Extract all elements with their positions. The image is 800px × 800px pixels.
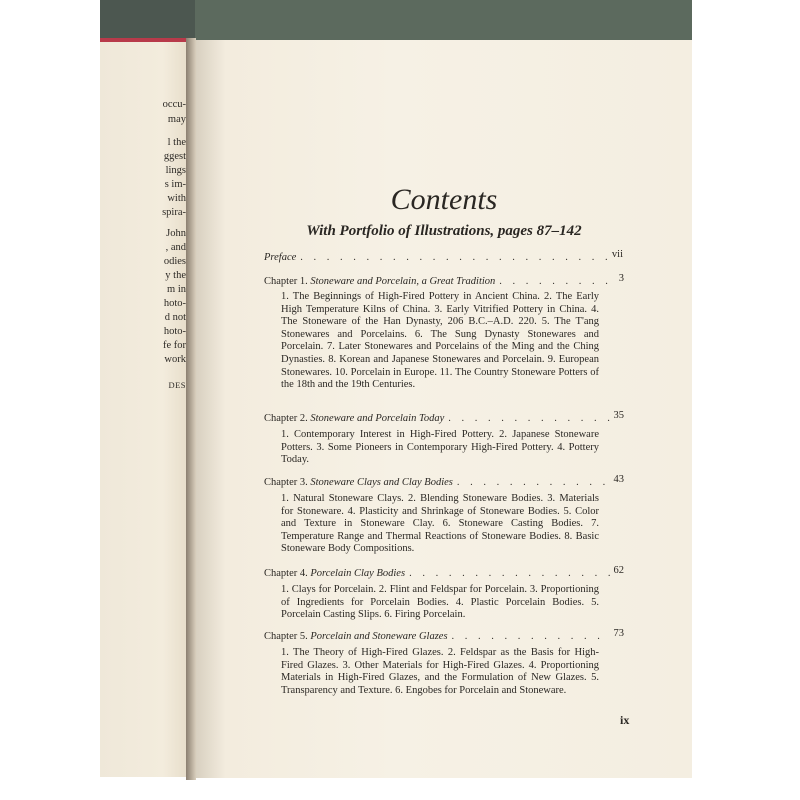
page-folio: ix bbox=[620, 713, 630, 727]
chapter-title: Stoneware and Porcelain Today bbox=[310, 413, 445, 424]
leader-dots bbox=[452, 631, 610, 642]
chapter-number: Chapter 1. bbox=[264, 276, 308, 287]
toc-page-number: 35 bbox=[613, 410, 624, 421]
page-subtitle: With Portfolio of Illustrations, pages 87–142 bbox=[306, 223, 582, 239]
chapter-number: Chapter 2. bbox=[264, 413, 308, 424]
toc-page-number: 43 bbox=[613, 474, 624, 485]
toc-entry-chapter-3 bbox=[264, 477, 610, 488]
leader-dots bbox=[448, 413, 610, 424]
left-page-text: y the bbox=[165, 270, 186, 281]
chapter-title: Porcelain and Stoneware Glazes bbox=[310, 631, 448, 642]
leader-dots bbox=[409, 568, 610, 579]
chapter-title: Porcelain Clay Bodies bbox=[310, 568, 406, 579]
left-page-text: spira- bbox=[162, 207, 186, 218]
chapter-number: Chapter 3. bbox=[264, 477, 308, 488]
toc-page-number: 3 bbox=[618, 273, 624, 284]
background-shadow bbox=[100, 0, 195, 40]
toc-label: Preface bbox=[264, 252, 297, 263]
chapter-sections: 1. The Theory of High-Fired Glazes. 2. Feldspar as the Basis for High-Fired Glazes. 3. Other Materials for High-Fired Glazes. 4. Proportioning Materials in High-Fired Glazes, and the Formulation of New Glazes. 5. Transparency and Texture. 6. Engobes for Porcelain and Stoneware. bbox=[281, 647, 599, 696]
toc-page-number: 73 bbox=[613, 628, 624, 639]
book-gutter bbox=[186, 38, 196, 780]
chapter-sections: 1. Contemporary Interest in High-Fired Pottery. 2. Japanese Stoneware Potters. 3. Some Pioneers in Contemporary High-Fired Pottery. 4. Pottery Today. bbox=[281, 429, 599, 466]
toc-page-number: vii bbox=[611, 249, 623, 260]
left-page-text: d not bbox=[164, 312, 186, 323]
toc-entry-chapter-4 bbox=[264, 568, 610, 579]
left-page-text: hoto- bbox=[163, 298, 186, 309]
left-page-text: fe for bbox=[162, 340, 186, 351]
leader-dots bbox=[300, 252, 610, 263]
chapter-number: Chapter 4. bbox=[264, 568, 308, 579]
left-page bbox=[100, 42, 190, 777]
toc-entry-chapter-1 bbox=[264, 276, 610, 287]
chapter-sections: 1. The Beginnings of High-Fired Pottery in Ancient China. 2. The Early High Temperature Kilns of China. 3. Early Vitrified Pottery in China. 4. The Stoneware of the Han Dynasty, 206 B.C.–A.D. 220. 5. The T'ang Stonewares and Porcelains. 6. The Sung Dynasty Stonewares and Porcelain. 7. Later Stonewares and Porcelains of the Ming and the Ching Dynasties. 8. Korean and Japanese Stonewares and Porcelain. 9. European Stonewares. 10. Porcelain in Europe. 11. The Country Stoneware Potters of the 18th and the 19th Centuries. bbox=[281, 291, 599, 391]
left-page-text: John bbox=[166, 228, 186, 239]
left-page-text: with bbox=[167, 193, 186, 204]
leader-dots bbox=[457, 477, 610, 488]
toc-entry-preface bbox=[264, 252, 610, 263]
left-page-text: , and bbox=[165, 242, 186, 253]
page-title: Contents bbox=[390, 183, 498, 216]
left-page-text: occu- bbox=[162, 99, 186, 110]
left-page-text: l the bbox=[167, 137, 186, 148]
toc-page-number: 62 bbox=[613, 565, 624, 576]
left-page-text: ggest bbox=[163, 151, 186, 162]
chapter-number: Chapter 5. bbox=[264, 631, 308, 642]
left-page-text: may bbox=[167, 114, 186, 125]
left-page-text: work bbox=[164, 354, 186, 365]
toc-entry-chapter-2 bbox=[264, 413, 610, 424]
left-page-text: DES bbox=[168, 380, 186, 390]
chapter-title: Stoneware Clays and Clay Bodies bbox=[310, 477, 453, 488]
left-page-text: s im- bbox=[164, 179, 186, 190]
toc-entry-chapter-5 bbox=[264, 631, 610, 642]
left-page-text: m in bbox=[167, 284, 186, 295]
left-page-text: hoto- bbox=[163, 326, 186, 337]
chapter-title: Stoneware and Porcelain, a Great Tradition bbox=[310, 276, 496, 287]
left-page-text: lings bbox=[165, 165, 186, 176]
left-page-text: odies bbox=[163, 256, 186, 267]
chapter-sections: 1. Clays for Porcelain. 2. Flint and Feldspar for Porcelain. 3. Proportioning of Ingredients for Porcelain Bodies. 4. Plastic Porcelain Bodies. 5. Porcelain Casting Slips. 6. Firing Porcelain. bbox=[281, 584, 599, 621]
chapter-sections: 1. Natural Stoneware Clays. 2. Blending Stoneware Bodies. 3. Materials for Stoneware. 4. Plasticity and Shrinkage of Stoneware Bodies. 5. Color and Texture in Stoneware Clay. 6. Stoneware Casting Bodies. 7. Temperature Range and Thermal Reactions of Stoneware Bodies. 8. Basic Stoneware Body Compositions. bbox=[281, 493, 599, 555]
